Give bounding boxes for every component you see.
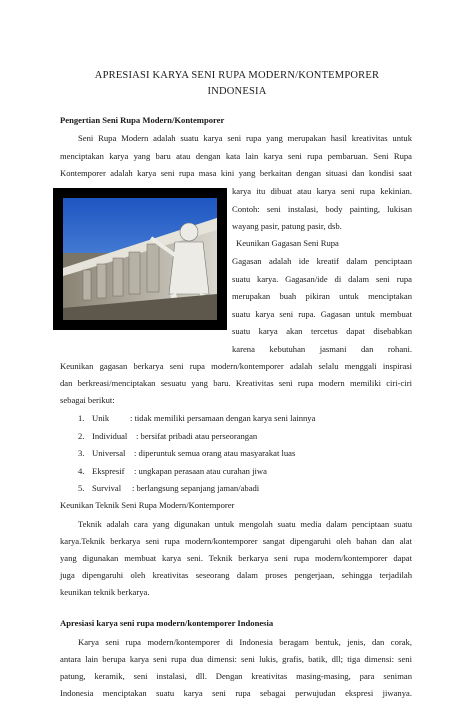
paragraph-line: Karya seni rupa modern/kontemporer di Indonesia beragam bentuk, jenis, dan corak, (78, 637, 412, 647)
list-term: Unik (92, 413, 110, 423)
list-desc: : ungkapan perasaan atau curahan jiwa (134, 466, 267, 476)
paragraph-line: karya.Teknik berkarya seni rupa modern/kontemporer sangat dipengaruhi oleh bahan dan alat (60, 536, 412, 546)
list-item (78, 412, 316, 424)
paragraph-line: juga dipengaruhi oleh kreativitas seseorang dalam proses pengerjaan, sehingga terjadilah (60, 570, 412, 580)
paragraph-line: sebagai berikut: (60, 395, 115, 405)
paragraph-line: dan berkreasi/menciptakan sesuatu yang baru. Kreativitas seni rupa modern memiliki ciri-ciri (60, 378, 412, 388)
paragraph-line: antara lain berupa karya seni rupa dua dimensi: seni lukis, grafis, batik, dll; tiga dimensi: seni (60, 654, 412, 664)
paragraph-line: Seni Rupa Modern adalah suatu karya seni rupa yang merupakan hasil kreativitas untuk (78, 133, 412, 143)
list-number: 2. (78, 431, 85, 441)
paragraph-line: Gagasan adalah ide kreatif dalam penciptaan (232, 256, 412, 266)
list-item (78, 465, 267, 477)
list-item (78, 430, 258, 442)
list-item (78, 482, 260, 494)
list-term: Ekspresif (92, 466, 125, 476)
section-heading: Keunikan Teknik Seni Rupa Modern/Kontemporer (60, 500, 235, 510)
paragraph-line: Teknik adalah cara yang digunakan untuk mengolah suatu media dalam penciptaan suatu (78, 519, 412, 529)
list-desc: : bersifat pribadi atau perseorangan (136, 431, 258, 441)
paragraph-line: suatu karya seni rupa. Gagasan untuk membuat (232, 309, 412, 319)
paragraph-line: suatu karya akan tercetus dapat disebabkan (232, 326, 412, 336)
list-term: Survival (92, 483, 122, 493)
list-number: 3. (78, 448, 85, 458)
relief-sculpture-image (63, 198, 217, 320)
document-title: APRESIASI KARYA SENI RUPA MODERN/KONTEMPORER (94, 70, 380, 81)
list-desc: : diperuntuk semua orang atau masyarakat luas (134, 448, 296, 458)
paragraph-line: yang digunakan membuat karya seni. Teknik berkarya seni rupa modern/kontemporer dapat (60, 553, 412, 563)
paragraph-line: keunikan teknik berkarya. (60, 587, 150, 597)
document-title-line2: INDONESIA (207, 86, 267, 97)
list-number: 5. (78, 483, 85, 493)
paragraph-line: karena kebutuhan jasmani dan rohani. (232, 344, 412, 354)
paragraph-line: suatu karya. Gagasan/ide di dalam seni rupa (232, 274, 412, 284)
section-heading: Apresiasi karya seni rupa modern/kontemporer Indonesia (60, 618, 274, 628)
paragraph-line: menciptakan karya yang baru atau dengan kata lain karya seni rupa pembaruan. Seni Rupa (60, 151, 412, 161)
list-term: Universal (92, 448, 126, 458)
list-number: 4. (78, 466, 85, 476)
section-heading: Pengertian Seni Rupa Modern/Kontemporer (60, 115, 225, 125)
sub-heading: Keunikan Gagasan Seni Rupa (236, 238, 339, 248)
list-number: 1. (78, 413, 85, 423)
paragraph-line: karya itu dibuat atau karya seni rupa kekinian. (232, 186, 412, 196)
paragraph-line: patung, keramik, seni instalasi, dll. Dengan kreativitas masing-masing, para seniman (60, 671, 412, 681)
list-desc: : berlangsung sepanjang jaman/abadi (132, 483, 260, 493)
list-item (78, 447, 296, 459)
paragraph-line: Keunikan gagasan berkarya seni rupa modern/kontemporer adalah selalu menggali inspirasi (60, 361, 412, 371)
paragraph-line: Kontemporer adalah karya seni rupa masa kini yang berkaitan dengan situasi dan kondisi saat (60, 168, 412, 178)
paragraph-line: Indonesia menciptakan suatu karya seni rupa sebagai perwujudan ekspresi jiwanya. (60, 688, 412, 698)
paragraph-line: Contoh: seni instalasi, body painting, lukisan (232, 204, 412, 214)
list-desc: : tidak memiliki persamaan dengan karya seni lainnya (130, 413, 316, 423)
paragraph-line: merupakan buah pikiran untuk menciptakan (232, 291, 412, 301)
paragraph-line: wayang pasir, patung pasir, dsb. (232, 221, 342, 231)
relief-photo (53, 188, 227, 330)
list-term: Individual (92, 431, 128, 441)
